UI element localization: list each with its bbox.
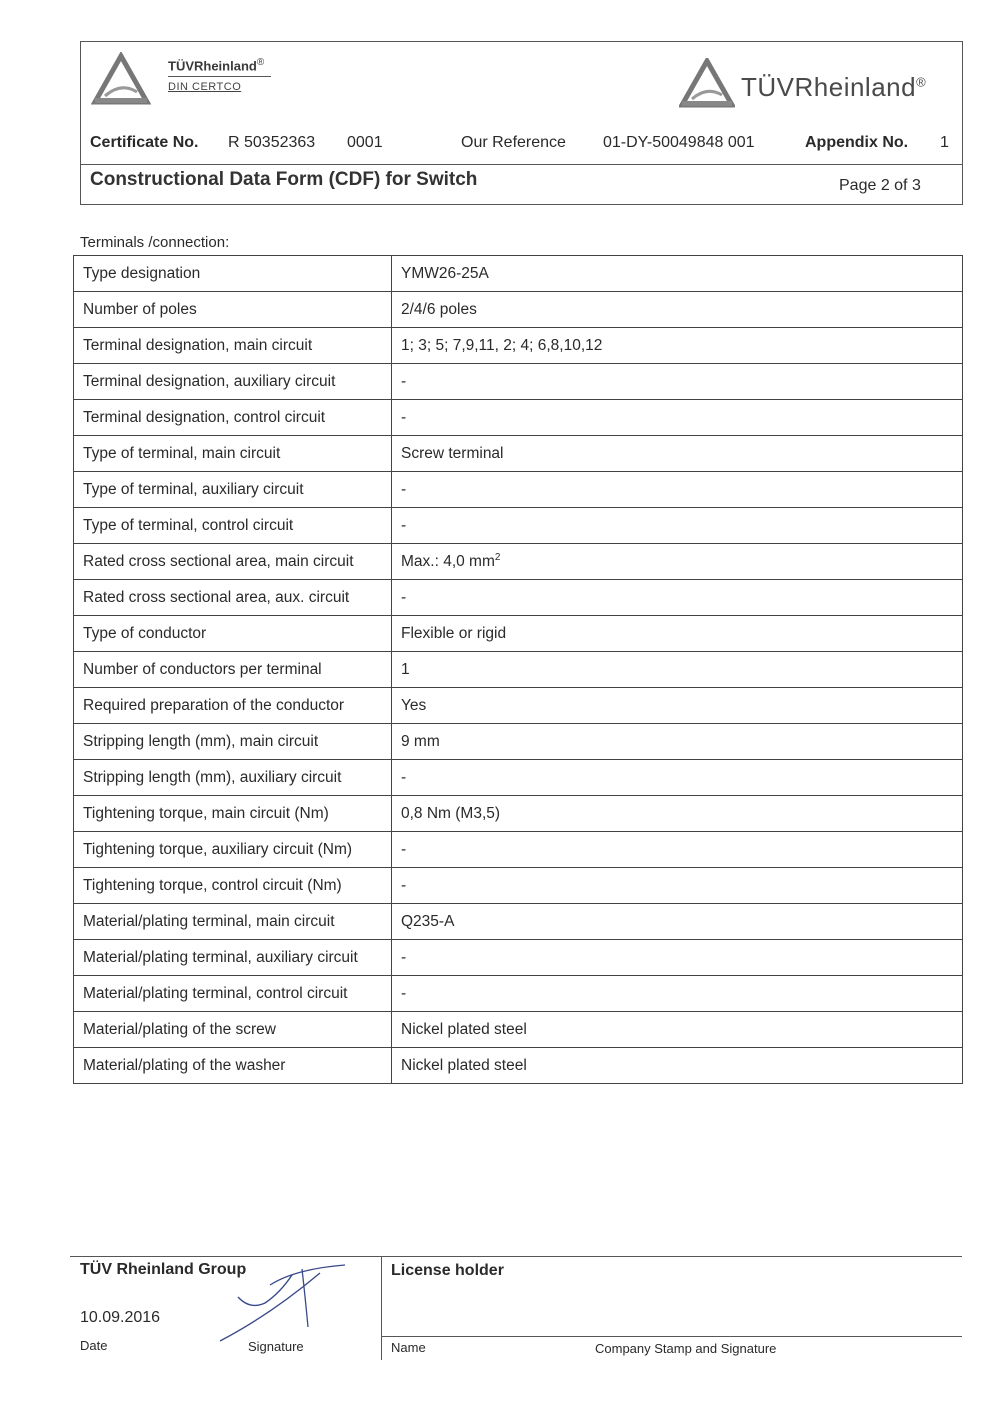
- table-row: [74, 904, 963, 940]
- footer-divider: [381, 1256, 382, 1360]
- table-row: [74, 400, 963, 436]
- row-value-text: -: [401, 768, 407, 786]
- certificate-header: [80, 41, 963, 205]
- section-label: Terminals /connection:: [80, 234, 230, 251]
- row-label: Number of poles: [74, 292, 392, 328]
- row-label: Material/plating terminal, control circuit: [74, 976, 392, 1012]
- handwritten-signature: [210, 1255, 360, 1355]
- row-value-text: -: [401, 840, 407, 858]
- row-label: Type of terminal, control circuit: [74, 508, 392, 544]
- table-row: [74, 940, 963, 976]
- row-value-text: Q235-A: [401, 912, 455, 930]
- row-value: [392, 976, 963, 1012]
- row-label: Terminal designation, auxiliary circuit: [74, 364, 392, 400]
- row-label: Material/plating of the screw: [74, 1012, 392, 1048]
- row-value: [392, 1012, 963, 1048]
- table-row: [74, 436, 963, 472]
- row-value: [392, 400, 963, 436]
- reference-value: 01-DY-50049848 001: [603, 134, 755, 151]
- row-label: Stripping length (mm), auxiliary circuit: [74, 760, 392, 796]
- row-value: [392, 940, 963, 976]
- row-label: Rated cross sectional area, main circuit: [74, 544, 392, 580]
- row-label: Required preparation of the conductor: [74, 688, 392, 724]
- table-row: [74, 292, 963, 328]
- tuv-triangle-icon: [91, 52, 151, 108]
- row-value-text: -: [401, 948, 407, 966]
- table-row: [74, 508, 963, 544]
- certificate-number: R 50352363: [228, 134, 316, 151]
- table-row: [74, 616, 963, 652]
- logo-right-brand: TÜVRheinland®: [741, 72, 927, 102]
- footer-date-label: Date: [80, 1338, 108, 1353]
- logo-left-rule: [168, 76, 271, 77]
- logo-left-brand: TÜVRheinland®: [168, 57, 265, 74]
- appendix-label: Appendix No.: [805, 134, 909, 151]
- row-value: [392, 724, 963, 760]
- row-label: Number of conductors per terminal: [74, 652, 392, 688]
- table-row: [74, 832, 963, 868]
- row-value: [392, 796, 963, 832]
- row-value-text: Nickel plated steel: [401, 1056, 527, 1074]
- row-value-text: -: [401, 408, 407, 426]
- row-value-text: Yes: [401, 696, 427, 714]
- row-label: Tightening torque, main circuit (Nm): [74, 796, 392, 832]
- row-value-text: Nickel plated steel: [401, 1020, 527, 1038]
- row-label: Tightening torque, control circuit (Nm): [74, 868, 392, 904]
- row-value: [392, 292, 963, 328]
- certificate-row: [81, 132, 962, 162]
- row-label: Type of terminal, main circuit: [74, 436, 392, 472]
- row-value: [392, 868, 963, 904]
- logo-left-sub: DIN CERTCO: [168, 81, 242, 93]
- row-value: [392, 580, 963, 616]
- row-value-text: Max.: 4,0 mm: [401, 553, 495, 571]
- tuv-rheinland-logo: [679, 56, 954, 116]
- row-value: [392, 832, 963, 868]
- row-value: [392, 364, 963, 400]
- table-row: [74, 976, 963, 1012]
- row-value-text: -: [401, 516, 407, 534]
- row-label: Stripping length (mm), main circuit: [74, 724, 392, 760]
- footer-license-holder: License holder: [391, 1262, 504, 1279]
- row-value: [392, 760, 963, 796]
- page-number: Page 2 of 3: [839, 177, 921, 194]
- row-value-text: -: [401, 372, 407, 390]
- row-value: [392, 688, 963, 724]
- row-label: Rated cross sectional area, aux. circuit: [74, 580, 392, 616]
- form-title: Constructional Data Form (CDF) for Switch: [90, 169, 478, 190]
- table-row: [74, 328, 963, 364]
- footer-rule: [70, 1256, 962, 1257]
- row-label: Terminal designation, main circuit: [74, 328, 392, 364]
- table-row: [74, 1012, 963, 1048]
- table-row: [74, 1048, 963, 1084]
- row-value: [392, 616, 963, 652]
- table-row: [74, 868, 963, 904]
- terminals-table: [73, 255, 963, 1084]
- row-value-superscript: 2: [494, 551, 501, 563]
- table-row: [74, 364, 963, 400]
- row-value-text: -: [401, 480, 407, 498]
- row-label: Type designation: [74, 256, 392, 292]
- row-value: [392, 436, 963, 472]
- footer-group: TÜV Rheinland Group: [80, 1261, 247, 1278]
- table-row: [74, 544, 963, 580]
- row-label: Material/plating of the washer: [74, 1048, 392, 1084]
- certificate-label: Certificate No.: [90, 134, 199, 151]
- table-row: [74, 256, 963, 292]
- header-divider: [81, 164, 962, 165]
- row-value-text: 9 mm: [401, 732, 440, 750]
- table-row: [74, 652, 963, 688]
- row-value: [392, 904, 963, 940]
- row-value-text: -: [401, 588, 407, 606]
- row-label: Material/plating terminal, auxiliary circuit: [74, 940, 392, 976]
- footer-name-label: Name: [391, 1340, 426, 1355]
- row-value-text: -: [401, 876, 407, 894]
- tuv-triangle-icon: [679, 58, 735, 110]
- table-row: [74, 688, 963, 724]
- row-value: [392, 328, 963, 364]
- footer-name-rule: [381, 1336, 962, 1337]
- table-row: [74, 472, 963, 508]
- row-label: Tightening torque, auxiliary circuit (Nm): [74, 832, 392, 868]
- row-label: Type of conductor: [74, 616, 392, 652]
- row-value-text: 1; 3; 5; 7,9,11, 2; 4; 6,8,10,12: [401, 336, 603, 354]
- footer-signature-label: Signature: [248, 1339, 304, 1354]
- certificate-suffix: 0001: [347, 134, 383, 151]
- row-label: Material/plating terminal, main circuit: [74, 904, 392, 940]
- row-value: [392, 544, 963, 580]
- appendix-value: 1: [940, 134, 949, 151]
- table-row: [74, 580, 963, 616]
- row-value: [392, 472, 963, 508]
- row-value: [392, 256, 963, 292]
- tuv-din-certco-logo: [91, 52, 291, 112]
- row-value-text: 2/4/6 poles: [401, 300, 477, 318]
- row-value-text: YMW26-25A: [401, 264, 489, 282]
- row-value-text: 0,8 Nm (M3,5): [401, 804, 501, 822]
- row-value-text: Screw terminal: [401, 444, 504, 462]
- table-row: [74, 796, 963, 832]
- row-value-text: -: [401, 984, 407, 1002]
- row-value: [392, 1048, 963, 1084]
- row-value: [392, 508, 963, 544]
- table-row: [74, 760, 963, 796]
- reference-label: Our Reference: [461, 134, 566, 151]
- table-row: [74, 724, 963, 760]
- row-value: [392, 652, 963, 688]
- row-label: Terminal designation, control circuit: [74, 400, 392, 436]
- footer-date-value: 10.09.2016: [80, 1309, 161, 1326]
- row-label: Type of terminal, auxiliary circuit: [74, 472, 392, 508]
- row-value-text: 1: [401, 660, 410, 678]
- row-value-text: Flexible or rigid: [401, 624, 507, 642]
- footer-stamp-label: Company Stamp and Signature: [595, 1341, 777, 1356]
